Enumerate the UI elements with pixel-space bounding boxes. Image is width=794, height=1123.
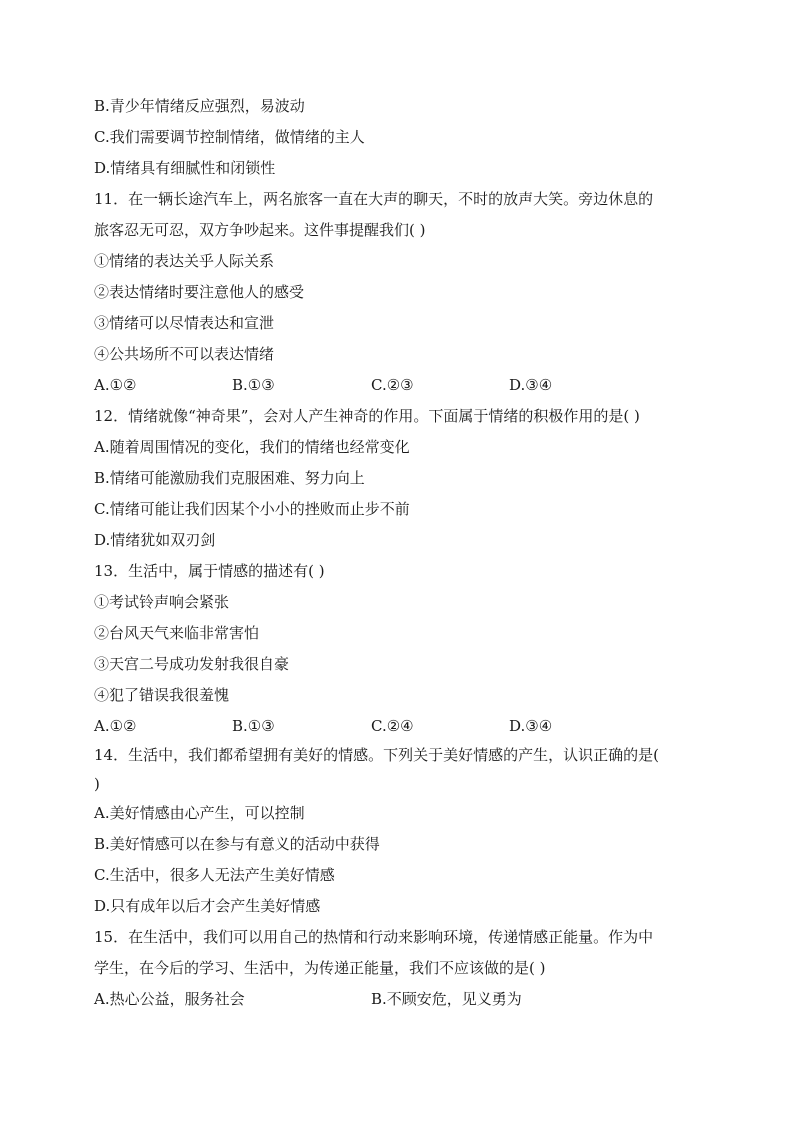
q13-choice-c[interactable]: C.②④ — [371, 717, 414, 735]
q10-option-c: C.我们需要调节控制情绪，做情绪的主人 — [94, 128, 365, 146]
q14-option-a[interactable]: A.美好情感由心产生，可以控制 — [94, 804, 305, 822]
q11-stem-line2: 旅客忍无可忍，双方争吵起来。这件事提醒我们( ) — [94, 221, 426, 239]
q11-choice-d[interactable]: D.③④ — [509, 376, 553, 394]
q13-item-3: ③天宫二号成功发射我很自豪 — [94, 655, 290, 673]
q12-stem: 12．情绪就像“神奇果”，会对人产生神奇的作用。下面属于情绪的积极作用的是( ) — [94, 407, 640, 425]
q13-stem: 13．生活中，属于情感的描述有( ) — [94, 562, 325, 580]
q15-stem-line1: 15．在生活中，我们可以用自己的热情和行动来影响环境，传递情感正能量。作为中 — [94, 928, 654, 946]
q15-choice-a[interactable]: A.热心公益，服务社会 — [94, 990, 245, 1008]
q11-choice-c[interactable]: C.②③ — [371, 376, 414, 394]
q11-item-3: ③情绪可以尽情表达和宣泄 — [94, 314, 275, 332]
q12-option-b[interactable]: B.情绪可能激励我们克服困难、努力向上 — [94, 469, 365, 487]
q10-option-d: D.情绪具有细腻性和闭锁性 — [94, 159, 276, 177]
q15-choices — [94, 989, 714, 1009]
q13-item-1: ①考试铃声响会紧张 — [94, 593, 230, 611]
q15-choice-b[interactable]: B.不顾安危，见义勇为 — [371, 990, 522, 1008]
q11-item-1: ①情绪的表达关乎人际关系 — [94, 252, 275, 270]
q14-option-b[interactable]: B.美好情感可以在参与有意义的活动中获得 — [94, 835, 380, 853]
q11-choices — [94, 375, 714, 395]
q11-choice-b[interactable]: B.①③ — [232, 376, 275, 394]
q12-option-d[interactable]: D.情绪犹如双刃剑 — [94, 531, 216, 549]
q12-option-a[interactable]: A.随着周围情况的变化，我们的情绪也经常变化 — [94, 438, 410, 456]
q13-choice-d[interactable]: D.③④ — [509, 717, 553, 735]
q13-item-4: ④犯了错误我很羞愧 — [94, 686, 230, 704]
q13-choices — [94, 716, 714, 736]
q11-item-4: ④公共场所不可以表达情绪 — [94, 345, 275, 363]
q11-stem-line1: 11．在一辆长途汽车上，两名旅客一直在大声的聊天，不时的放声大笑。旁边休息的 — [94, 190, 654, 208]
q12-option-c[interactable]: C.情绪可能让我们因某个小小的挫败而止步不前 — [94, 500, 410, 518]
q10-option-b: B.青少年情绪反应强烈，易波动 — [94, 97, 305, 115]
q13-choice-b[interactable]: B.①③ — [232, 717, 275, 735]
q15-stem-line2: 学生，在今后的学习、生活中，为传递正能量，我们不应该做的是( ) — [94, 959, 546, 977]
q14-stem-line2: ) — [94, 775, 100, 793]
q14-option-d[interactable]: D.只有成年以后才会产生美好情感 — [94, 897, 321, 915]
q14-option-c[interactable]: C.生活中，很多人无法产生美好情感 — [94, 866, 335, 884]
q13-item-2: ②台风天气来临非常害怕 — [94, 624, 260, 642]
q13-choice-a[interactable]: A.①② — [94, 717, 137, 735]
q11-item-2: ②表达情绪时要注意他人的感受 — [94, 283, 305, 301]
q14-stem-line1: 14．生活中，我们都希望拥有美好的情感。下列关于美好情感的产生，认识正确的是( — [94, 746, 659, 764]
q11-choice-a[interactable]: A.①② — [94, 376, 137, 394]
